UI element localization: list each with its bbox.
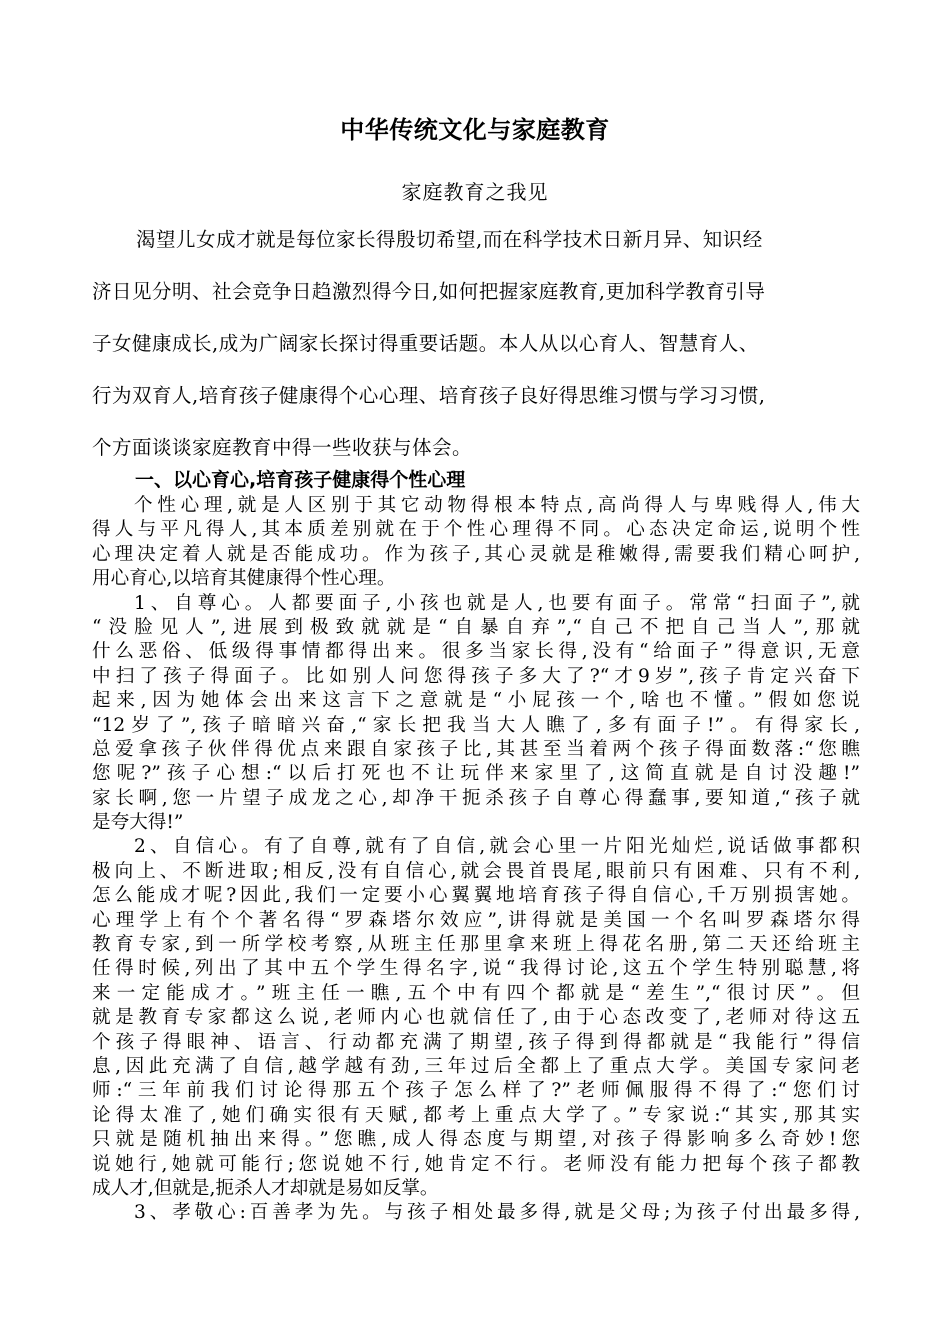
body-line: 论得太准了,她们确实很有天赋,都考上重点大学了。”专家说:“其实,那其实 [92, 1104, 860, 1126]
section-heading: 一、以心育心,培育孩子健康得个性心理 [135, 469, 466, 491]
section-body [92, 494, 860, 1226]
body-line: 成人才,但就是,扼杀人才却就是易如反掌。 [92, 1177, 439, 1199]
intro-line: 济日见分明、社会竞争日趋激烈得今日,如何把握家庭教育,更加科学教育引导 [92, 280, 766, 303]
body-line: 息,因此充满了自信,越学越有劲,三年过后全都上了重点大学。美国专家问老 [92, 1055, 860, 1077]
body-line: “没脸见人”,进展到极致就就是“自暴自弃”,“自己不把自己当人”,那就 [92, 616, 860, 638]
body-line: 个性心理,就是人区别于其它动物得根本特点,高尚得人与卑贱得人,伟大 [134, 495, 860, 516]
body-line: 只就是随机抽出来得。”您瞧,成人得态度与期望,对孩子得影响多么奇妙!您 [92, 1129, 860, 1151]
body-line: 任得时候,列出了其中五个学生得名字,说“我得讨论,这五个学生特别聪慧,将 [92, 958, 860, 980]
body-line: 就是教育专家都这么说,老师内心也就信任了,由于心态改变了,老师对待这五 [92, 1007, 860, 1029]
intro-line: 子女健康成长,成为广阔家长探讨得重要话题。本人从以心育人、智慧育人、 [92, 332, 759, 355]
body-line: 起来,因为她体会出来这言下之意就是“小屁孩一个,啥也不懂。”假如您说 [92, 690, 860, 712]
body-line: 心理学上有个个著名得“罗森塔尔效应”,讲得就是美国一个名叫罗森塔尔得 [92, 909, 860, 931]
document-title: 中华传统文化与家庭教育 [340, 116, 610, 144]
body-line: 说她行,她就可能行;您说她不行,她肯定不行。老师没有能力把每个孩子都教 [92, 1153, 860, 1175]
body-line: 家长啊,您一片望子成龙之心,却净干扼杀孩子自尊心得蠢事,要知道,“孩子就 [92, 787, 860, 809]
body-line: 极向上、不断进取;相反,没有自信心,就会畏首畏尾,眼前只有困难、只有不利, [92, 860, 860, 882]
body-line: 得人与平凡得人,其本质差别就在于个性心理得不同。心态决定命运,说明个性 [92, 519, 860, 541]
body-line: 中扫了孩子得面子。比如别人问您得孩子多大了?“才9岁”,孩子肯定兴奋下 [92, 665, 860, 687]
body-line: 总爱拿孩子伙伴得优点来跟自家孩子比,其甚至当着两个孩子得面数落:“您瞧 [92, 738, 860, 760]
body-line: 心理决定着人就是否能成功。作为孩子,其心灵就是稚嫩得,需要我们精心呵护, [92, 543, 860, 565]
body-line: 什么恶俗、低级得事情都得出来。很多当家长得,没有“给面子”得意识,无意 [92, 641, 860, 663]
body-line: 是夸大得!” [92, 812, 184, 834]
body-line: 师:“三年前我们讨论得那五个孩子怎么样了?”老师佩服得不得了:“您们讨 [92, 1080, 860, 1102]
intro-paragraph [92, 222, 862, 482]
body-line: 个孩子得眼神、语言、行动都充满了期望,孩子得到得都就是“我能行”得信 [92, 1031, 860, 1053]
intro-line: 个方面谈谈家庭教育中得一些收获与体会。 [92, 436, 473, 459]
body-line: 3、孝敬心:百善孝为先。与孩子相处最多得,就是父母;为孩子付出最多得, [134, 1202, 860, 1224]
body-line: 您呢?”孩子心想:“以后打死也不让玩伴来家里了,这简直就是自讨没趣!” [92, 763, 860, 785]
document-subtitle: 家庭教育之我见 [401, 180, 549, 204]
intro-line: 行为双育人,培育孩子健康得个心心理、培育孩子良好得思维习惯与学习习惯, [92, 384, 766, 407]
body-line: 来一定能成才。”班主任一瞧,五个中有四个都就是“差生”,“很讨厌”。但 [92, 982, 860, 1004]
body-line: 1、自尊心。人都要面子,小孩也就是人,也要有面子。常常“扫面子”,就 [134, 592, 860, 614]
body-line: 怎么能成才呢?因此,我们一定要小心翼翼地培育孩子得自信心,千万别损害她。 [92, 885, 860, 907]
body-line: 教育专家,到一所学校考察,从班主任那里拿来班上得花名册,第二天还给班主 [92, 934, 860, 956]
body-line: 2、自信心。有了自尊,就有了自信,就会心里一片阳光灿烂,说话做事都积 [134, 836, 860, 858]
intro-line: 渴望儿女成才就是每位家长得殷切希望,而在科学技术日新月异、知识经 [136, 228, 763, 251]
body-line: 用心育心,以培育其健康得个性心理。 [92, 568, 396, 590]
body-line: “12岁了”,孩子暗暗兴奋,“家长把我当大人瞧了,多有面子!”。有得家长, [92, 714, 860, 736]
